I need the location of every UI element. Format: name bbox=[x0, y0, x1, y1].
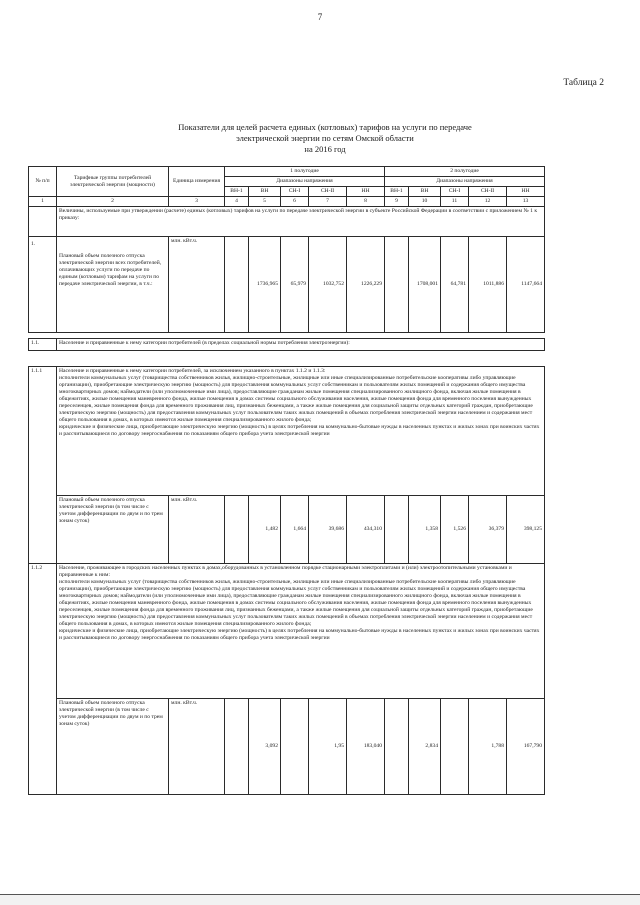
value-cell: 1147,664 bbox=[507, 237, 545, 333]
row-text-paragraph: Население и приравненные к нему категории потребителей, за исключением указанного в пунктах 1.1.2 и 1.1.3: bbox=[59, 368, 326, 374]
title-line-3: на 2016 год bbox=[304, 144, 346, 154]
page-bottom-edge bbox=[0, 894, 640, 905]
level-vn1: ВН-1 bbox=[225, 187, 249, 197]
row-num: 1.1.1 bbox=[29, 367, 57, 564]
value-cell: 1226,229 bbox=[347, 237, 385, 333]
value-cell: 1708,001 bbox=[409, 237, 441, 333]
level-sn2: СН-II bbox=[309, 187, 347, 197]
column-index: 10 bbox=[409, 197, 441, 207]
column-index: 2 bbox=[57, 197, 169, 207]
row-num: 1.1.2 bbox=[29, 564, 57, 795]
level-nn: НН bbox=[507, 187, 545, 197]
column-index: 4 bbox=[225, 197, 249, 207]
value-cell bbox=[385, 237, 409, 333]
header-half-2: 2 полугодие bbox=[385, 167, 545, 177]
row-label: Плановый объем полезного отпуска электрической энергии всех потребителей, оплачивающих услуги по передаче по единым (котловым) тарифам на услуги по передаче электрической энергии, в т.ч.: bbox=[57, 237, 169, 333]
value-cell bbox=[385, 699, 409, 795]
value-cell bbox=[225, 496, 249, 564]
column-index: 7 bbox=[309, 197, 347, 207]
row-text-paragraph: исполнители коммунальных услуг (товарищества собственников жилья, жилищно-строительные, жилищные или иные специализированные потребительские кооперативы либо управляющие организации), приобретающие электрическую энергию (мощность) для предоставления коммунальных услуг собственникам и пользователям жилых помещений и содержания общего имущества многоквартирных домов; наймодатели (или уполномоченные ими лица), предоставляющие гражданам жилые помещения специализированного жилищного фонда, включая жилые помещения в общежитиях, жилые помещения маневренного фонда, жилые помещения в домах системы социального обслуживания населения, жилые помещения фонда для временного поселения вынужденных переселенцев, жилые помещения фонда для временного проживания лиц, признанных беженцами, а также жилые помещения для социальной защиты отдельных категорий граждан, приобретающие электрическую энергию (мощность) для предоставления коммунальных услуг пользователям таких жилых помещений в объемах потребления электрической энергии населением и содержания мест общего пользования в домах, в которых имеются жилые помещения специализированного жилого фонда; bbox=[59, 375, 533, 423]
row-text-paragraph: Население, проживающее в городских населенных пунктах в домах,оборудованных в установленном порядке стационарными электроплитами и (или) электроотопительными установками и приравненные к ним: bbox=[59, 565, 512, 578]
section-intro-row bbox=[29, 207, 545, 237]
row-unit: млн. кВт.ч. bbox=[169, 496, 225, 564]
value-cell: 39,686 bbox=[309, 496, 347, 564]
value-cell: 1,95 bbox=[309, 699, 347, 795]
value-cell bbox=[225, 237, 249, 333]
column-index: 6 bbox=[281, 197, 309, 207]
row-text-paragraph: юридические и физические лица, приобретающие электрическую энергию (мощность) в целях потребления на коммунально-бытовые нужды в населенных пунктах и жилых зонах при воинских частях и рассчитывающиеся по договору энергоснабжения по показаниям общего прибора учета электрической энергии bbox=[59, 628, 540, 641]
value-cell: 1,664 bbox=[281, 496, 309, 564]
value-cell: 1011,886 bbox=[469, 237, 507, 333]
value-cell: 1,482 bbox=[249, 496, 281, 564]
value-cell: 65,979 bbox=[281, 237, 309, 333]
row-text: Население и приравненные к нему категории потребителей (в пределах социальной нормы потребления электроэнергии): bbox=[57, 339, 545, 351]
row-text bbox=[57, 367, 545, 496]
intro-num-cell bbox=[29, 207, 57, 237]
value-cell bbox=[385, 496, 409, 564]
column-index: 12 bbox=[469, 197, 507, 207]
table-row-1-1-1 bbox=[29, 367, 545, 496]
row-label: Плановый объем полезного отпуска электрической энергии (в том числе с учетом дифференциации по двум и по трем зонам суток) bbox=[57, 699, 169, 795]
value-cell: 434,310 bbox=[347, 496, 385, 564]
row-num: 1.1. bbox=[29, 339, 57, 351]
header-row-1 bbox=[29, 167, 545, 177]
column-index: 13 bbox=[507, 197, 545, 207]
level-nn: НН bbox=[347, 187, 385, 197]
row-label: Плановый объем полезного отпуска электрической энергии (в том числе с учетом дифференциации по двум и по трем зонам суток) bbox=[57, 496, 169, 564]
column-index: 9 bbox=[385, 197, 409, 207]
value-cell bbox=[225, 699, 249, 795]
value-cell: 398,125 bbox=[507, 496, 545, 564]
value-cell: 36,379 bbox=[469, 496, 507, 564]
table-row-1-1-2-values bbox=[29, 699, 545, 795]
index-row bbox=[29, 197, 545, 207]
value-cell: 1032,752 bbox=[309, 237, 347, 333]
value-cell: 1736,965 bbox=[249, 237, 281, 333]
value-cell: 64,781 bbox=[441, 237, 469, 333]
table-label: Таблица 2 bbox=[563, 78, 604, 88]
level-sn1: СН-I bbox=[281, 187, 309, 197]
document-title bbox=[140, 122, 510, 155]
level-vn1: ВН-1 bbox=[385, 187, 409, 197]
value-cell: 167,790 bbox=[507, 699, 545, 795]
value-cell: 1,358 bbox=[409, 496, 441, 564]
header-ranges-1: Диапазоны напряжения bbox=[225, 177, 385, 187]
level-sn2: СН-II bbox=[469, 187, 507, 197]
row-num: 1. bbox=[29, 237, 57, 333]
header-num: № п/п bbox=[29, 167, 57, 197]
value-cell bbox=[281, 699, 309, 795]
header-ranges-2: Диапазоны напряжения bbox=[385, 177, 545, 187]
column-index: 8 bbox=[347, 197, 385, 207]
column-index: 5 bbox=[249, 197, 281, 207]
row-text-paragraph: исполнители коммунальных услуг (товарищества собственников жилья, жилищно-строительные, жилищные или иные специализированные потребительские кооперативы либо управляющие организации), приобретающие электрическую энергию (мощность) для предоставления коммунальных услуг собственникам и пользователям жилых помещений и содержания общего имущества многоквартирных домов; наймодатели (или уполномоченные ими лица), предоставляющие гражданам жилые помещения специализированного жилищного фонда, включая жилые помещения в общежитиях, жилые помещения маневренного фонда, жилые помещения в домах системы социального обслуживания населения, жилые помещения фонда для временного поселения вынужденных переселенцев, жилые помещения фонда для временного проживания лиц, признанных беженцами, а также жилые помещения для социальной защиты отдельных категорий граждан, приобретающие электрическую энергию (мощность) для предоставления коммунальных услуг пользователям таких жилых помещений в объемах потребления электрической энергии населением и содержания мест общего пользования в домах, в которых имеются жилые помещения специализированного жилого фонда; bbox=[59, 579, 533, 627]
header-unit: Единица измерения bbox=[169, 167, 225, 197]
table-row-1-1-2 bbox=[29, 564, 545, 699]
level-vn: ВН bbox=[249, 187, 281, 197]
column-index: 1 bbox=[29, 197, 57, 207]
value-cell: 1,788 bbox=[469, 699, 507, 795]
value-cell bbox=[441, 699, 469, 795]
tariff-table bbox=[28, 166, 545, 795]
row-text bbox=[57, 564, 545, 699]
value-cell: 3,092 bbox=[249, 699, 281, 795]
title-line-2: электрической энергии по сетям Омской области bbox=[236, 133, 414, 143]
row-unit: млн. кВт.ч. bbox=[169, 699, 225, 795]
title-line-1: Показатели для целей расчета единых (котловых) тарифов на услуги по передаче bbox=[178, 122, 472, 132]
value-cell: 1,526 bbox=[441, 496, 469, 564]
section-intro: Величины, используемые при утверждении (расчете) единых (котловых) тарифов на услуги по передаче электрической энергии в субъекте Российской Федерации в соответствии с приложением № 1 к приказу: bbox=[57, 207, 545, 237]
level-vn: ВН bbox=[409, 187, 441, 197]
column-index: 3 bbox=[169, 197, 225, 207]
spacer-row bbox=[29, 351, 545, 367]
table-row-1-1-1-values bbox=[29, 496, 545, 564]
value-cell: 2,834 bbox=[409, 699, 441, 795]
page-number: 7 bbox=[317, 12, 323, 22]
level-sn1: СН-I bbox=[441, 187, 469, 197]
table-row-1-1 bbox=[29, 339, 545, 351]
header-half-1: 1 полугодие bbox=[225, 167, 385, 177]
row-unit: млн. кВт.ч. bbox=[169, 237, 225, 333]
header-group: Тарифные группы потребителей электрической энергии (мощности) bbox=[57, 167, 169, 197]
column-index: 11 bbox=[441, 197, 469, 207]
row-text-paragraph: юридические и физические лица, приобретающие электрическую энергию (мощность) в целях потребления на коммунально-бытовые нужды в населенных пунктах и жилых зонах при воинских частях и рассчитывающиеся по договору энергоснабжения по показаниям общего прибора учета электрической энергии bbox=[59, 424, 540, 437]
value-cell: 183,040 bbox=[347, 699, 385, 795]
table-row-1 bbox=[29, 237, 545, 333]
